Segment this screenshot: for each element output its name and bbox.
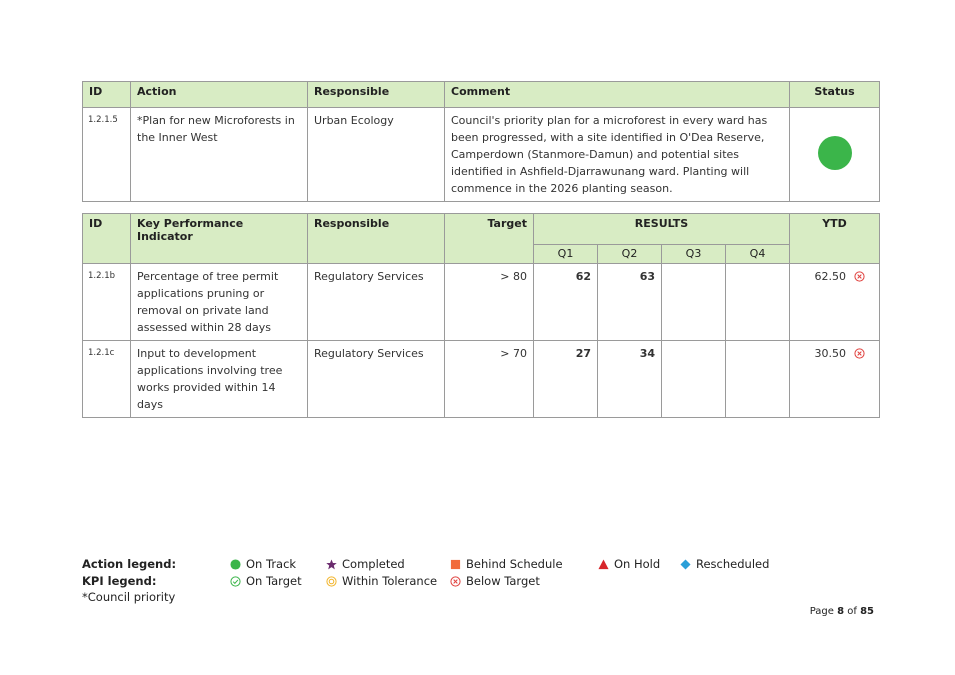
row-id: 1.2.1c xyxy=(83,341,131,418)
header-q4: Q4 xyxy=(726,245,790,264)
ytd-value: 62.50 xyxy=(814,270,847,283)
row-responsible: Regulatory Services xyxy=(308,341,445,418)
legend-on-target: On Target xyxy=(230,573,302,590)
row-kpi: Input to development applications involving tree works provided within 14 days xyxy=(131,341,308,418)
square-icon xyxy=(450,559,461,570)
action-table xyxy=(82,81,880,202)
below-target-icon xyxy=(854,271,865,282)
row-action: *Plan for new Microforests in the Inner West xyxy=(131,108,308,202)
double-circle-icon xyxy=(326,576,337,587)
row-kpi: Percentage of tree permit applications pruning or removal on private land assessed within 28 days xyxy=(131,264,308,341)
row-id: 1.2.1.5 xyxy=(83,108,131,202)
table-row xyxy=(83,264,880,341)
row-q1: 62 xyxy=(534,264,598,341)
row-ytd xyxy=(790,341,880,418)
legend-rescheduled: Rescheduled xyxy=(680,556,769,573)
row-q4 xyxy=(726,264,790,341)
council-priority-note: *Council priority xyxy=(82,590,176,604)
legend-within-tolerance: Within Tolerance xyxy=(326,573,437,590)
ytd-value: 30.50 xyxy=(814,347,847,360)
header-target: Target xyxy=(445,214,534,264)
legend-on-track: On Track xyxy=(230,556,296,573)
header-q2: Q2 xyxy=(598,245,662,264)
check-circle-icon xyxy=(230,576,241,587)
header-ytd: YTD xyxy=(790,214,880,264)
row-q2: 63 xyxy=(598,264,662,341)
row-q3 xyxy=(662,264,726,341)
below-target-icon xyxy=(854,348,865,359)
kpi-table xyxy=(82,213,880,418)
header-action: Action xyxy=(131,82,308,108)
on-track-dot-icon xyxy=(818,136,852,170)
header-comment: Comment xyxy=(445,82,790,108)
green-dot-icon xyxy=(230,559,241,570)
star-icon xyxy=(326,559,337,570)
row-q2: 34 xyxy=(598,341,662,418)
header-q1: Q1 xyxy=(534,245,598,264)
row-target: > 70 xyxy=(445,341,534,418)
row-target: > 80 xyxy=(445,264,534,341)
header-responsible: Responsible xyxy=(308,82,445,108)
row-responsible: Urban Ecology xyxy=(308,108,445,202)
row-q4 xyxy=(726,341,790,418)
header-responsible: Responsible xyxy=(308,214,445,264)
table-row xyxy=(83,341,880,418)
row-ytd xyxy=(790,264,880,341)
legend-behind-schedule: Behind Schedule xyxy=(450,556,563,573)
row-q3 xyxy=(662,341,726,418)
legend-below-target: Below Target xyxy=(450,573,540,590)
triangle-icon xyxy=(598,559,609,570)
header-status: Status xyxy=(790,82,880,108)
diamond-icon xyxy=(680,559,691,570)
header-id: ID xyxy=(83,214,131,264)
x-circle-icon xyxy=(450,576,461,587)
header-results: RESULTS xyxy=(534,214,790,245)
row-status xyxy=(790,108,880,202)
page-number: Page 8 of 85 xyxy=(809,606,874,617)
table-row xyxy=(83,108,880,202)
header-kpi: Key Performance Indicator xyxy=(131,214,308,264)
header-id: ID xyxy=(83,82,131,108)
row-responsible: Regulatory Services xyxy=(308,264,445,341)
kpi-legend-label: KPI legend: xyxy=(82,574,157,588)
row-comment: Council's priority plan for a microforest in every ward has been progressed, with a site identified in O'Dea Reserve, Camperdown (Stanmore-Damun) and potential sites identified in Ashfield-Djarrawunang ward. Planting will commence in the 2026 planting season. xyxy=(445,108,790,202)
kpi-table-header xyxy=(83,214,880,245)
header-q3: Q3 xyxy=(662,245,726,264)
action-table-header xyxy=(83,82,880,108)
legend-completed: Completed xyxy=(326,556,405,573)
row-id: 1.2.1b xyxy=(83,264,131,341)
action-legend-label: Action legend: xyxy=(82,557,177,571)
legend-on-hold: On Hold xyxy=(598,556,660,573)
row-q1: 27 xyxy=(534,341,598,418)
